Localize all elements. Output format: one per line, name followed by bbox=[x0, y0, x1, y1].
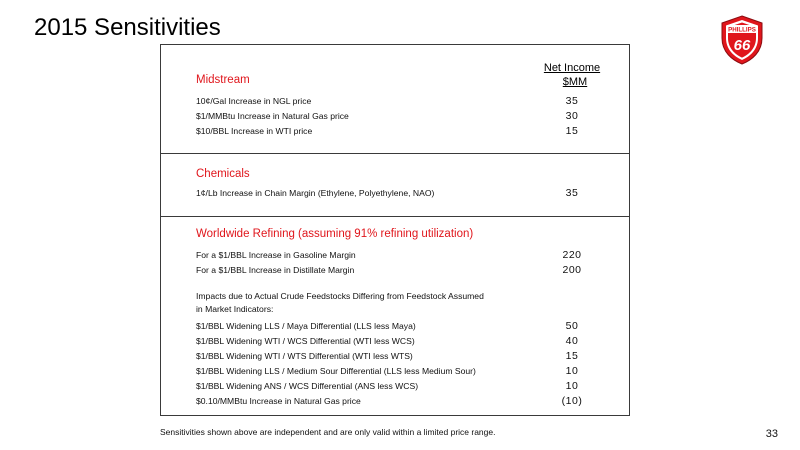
section-divider bbox=[160, 216, 630, 217]
row-label: $10/BBL Increase in WTI price bbox=[196, 126, 313, 136]
row-label: $1/BBL Widening WTI / WCS Differential (WTI less WCS) bbox=[196, 336, 415, 346]
phillips-66-logo bbox=[718, 14, 766, 66]
row-label: $1/BBL Widening ANS / WCS Differential (ANS less WCS) bbox=[196, 381, 419, 391]
row-label: For a $1/BBL Increase in Gasoline Margin bbox=[196, 250, 356, 260]
row-label: $1/BBL Widening WTI / WTS Differential (WTI less WTS) bbox=[196, 351, 413, 361]
footnote: Sensitivities shown above are independent and are only valid within a limited price range. bbox=[160, 427, 496, 437]
section-divider bbox=[160, 153, 630, 154]
logo-brand-text: PHILLIPS bbox=[728, 26, 756, 34]
column-header-unit: $MM bbox=[562, 76, 588, 88]
row-value: 10 bbox=[565, 380, 579, 392]
row-label: $1/MMBtu Increase in Natural Gas price bbox=[196, 111, 349, 121]
row-value: (10) bbox=[561, 395, 583, 407]
row-label: $1/BBL Widening LLS / Maya Differential (LLS less Maya) bbox=[196, 321, 416, 331]
row-value: 50 bbox=[565, 320, 579, 332]
row-label: 1¢/Lb Increase in Chain Margin (Ethylene, Polyethylene, NAO) bbox=[196, 188, 435, 198]
shield-logo-icon bbox=[718, 14, 766, 66]
row-label: $0.10/MMBtu Increase in Natural Gas price bbox=[196, 396, 361, 406]
logo-number-text: 66 bbox=[733, 37, 751, 54]
section-title-worldwide-refining: Worldwide Refining (assuming 91% refining utilization) bbox=[196, 228, 474, 240]
section-title-chemicals: Chemicals bbox=[196, 168, 250, 180]
note-text: Impacts due to Actual Crude Feedstocks Differing from Feedstock Assumed bbox=[196, 291, 484, 301]
row-value: 10 bbox=[565, 365, 579, 377]
column-header-net-income: Net Income bbox=[543, 62, 601, 74]
row-value: 15 bbox=[565, 350, 579, 362]
row-value: 35 bbox=[565, 95, 579, 107]
section-title-midstream: Midstream bbox=[196, 74, 250, 86]
row-label: For a $1/BBL Increase in Distillate Margin bbox=[196, 265, 355, 275]
row-value: 35 bbox=[565, 187, 579, 199]
note-text: in Market Indicators: bbox=[196, 304, 274, 314]
row-label: $1/BBL Widening LLS / Medium Sour Differential (LLS less Medium Sour) bbox=[196, 366, 476, 376]
row-value: 30 bbox=[565, 110, 579, 122]
row-value: 200 bbox=[562, 264, 582, 276]
slide-title: 2015 Sensitivities bbox=[34, 14, 221, 41]
page-number: 33 bbox=[765, 428, 778, 440]
row-label: 10¢/Gal Increase in NGL price bbox=[196, 96, 312, 106]
row-value: 40 bbox=[565, 335, 579, 347]
row-value: 220 bbox=[562, 249, 582, 261]
row-value: 15 bbox=[565, 125, 579, 137]
